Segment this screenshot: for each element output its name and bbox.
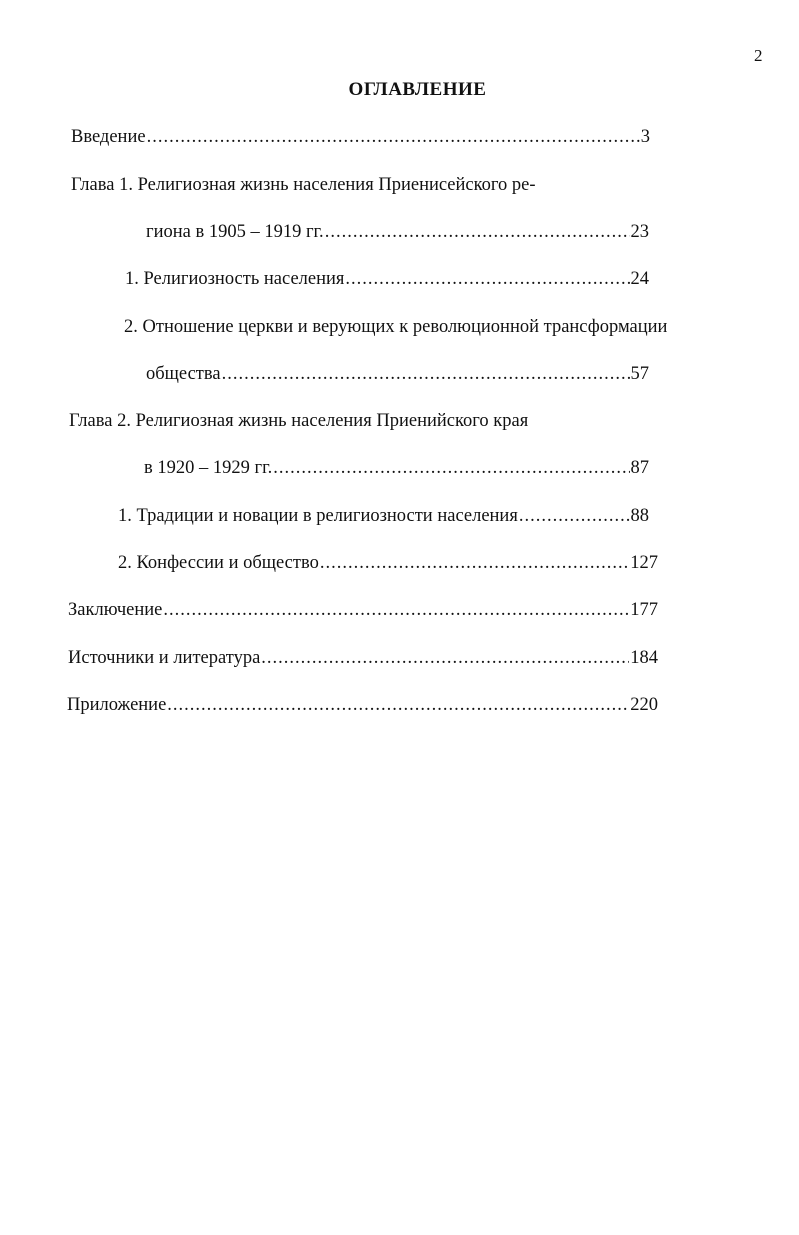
toc-chapter-1-section-2-heading[interactable] xyxy=(124,315,667,339)
toc-entry-label: Заключение xyxy=(68,600,163,620)
toc-chapter-heading-line1: Глава 1. Религиозная жизнь населения Приенисейского ре- xyxy=(71,175,536,195)
toc-entry-page: 24 xyxy=(630,269,649,289)
toc-entry-page: 177 xyxy=(630,600,658,620)
toc-entry-chapter-1-section-2[interactable] xyxy=(146,362,649,386)
page-number: 2 xyxy=(754,46,763,65)
toc-entry-label: Источники и литература xyxy=(68,648,261,668)
toc-entry-page: 87 xyxy=(630,458,649,478)
dot-leader xyxy=(261,646,629,670)
toc-entry-chapter-1[interactable] xyxy=(146,220,649,244)
dot-leader xyxy=(320,551,629,575)
toc-entry-chapter-2[interactable] xyxy=(144,456,649,480)
toc-entry-chapter-2-section-1[interactable] xyxy=(118,504,649,528)
toc-entry-sources[interactable] xyxy=(68,646,658,670)
toc-chapter-1-heading[interactable] xyxy=(71,173,536,197)
dot-leader xyxy=(345,267,629,291)
toc-entry-page: 127 xyxy=(630,553,658,573)
toc-entry-chapter-2-section-2[interactable] xyxy=(118,551,658,575)
toc-entry-label: Введение xyxy=(71,127,146,147)
toc-entry-label: 2. Конфессии и общество xyxy=(118,553,319,573)
toc-entry-chapter-1-section-1[interactable] xyxy=(125,267,649,291)
dot-leader xyxy=(519,504,630,528)
toc-chapter-heading-line1: Глава 2. Религиозная жизнь населения Приенийского края xyxy=(69,411,529,431)
toc-entry-page: 23 xyxy=(630,222,649,242)
page-title: ОГЛАВЛЕНИЕ xyxy=(348,79,487,100)
dot-leader xyxy=(273,456,629,480)
toc-chapter-2-heading[interactable] xyxy=(69,409,528,433)
toc-entry-label: 1. Религиозность населения xyxy=(125,269,345,289)
toc-entry-page: 88 xyxy=(630,506,649,526)
toc-entry-label: общества xyxy=(146,364,221,384)
dot-leader xyxy=(167,693,629,717)
dot-leader xyxy=(147,125,640,149)
dot-leader xyxy=(222,362,630,386)
toc-entry-label: в 1920 – 1929 гг. xyxy=(144,458,273,478)
toc-entry-intro[interactable] xyxy=(71,125,650,149)
toc-entry-page: 3 xyxy=(640,127,650,147)
toc-entry-page: 184 xyxy=(630,648,658,668)
dot-leader xyxy=(163,598,629,622)
toc-entry-page: 57 xyxy=(630,364,649,384)
toc-entry-label: гиона в 1905 – 1919 гг. xyxy=(146,222,324,242)
toc-entry-conclusion[interactable] xyxy=(68,598,658,622)
toc-entry-label: 1. Традиции и новации в религиозности населения xyxy=(118,506,518,526)
toc-section-label-line1: 2. Отношение церкви и верующих к революционной трансформации xyxy=(124,317,668,337)
toc-entry-label: Приложение xyxy=(67,695,167,715)
dot-leader xyxy=(325,220,630,244)
toc-entry-appendix[interactable] xyxy=(67,693,658,717)
toc-entry-page: 220 xyxy=(630,695,658,715)
